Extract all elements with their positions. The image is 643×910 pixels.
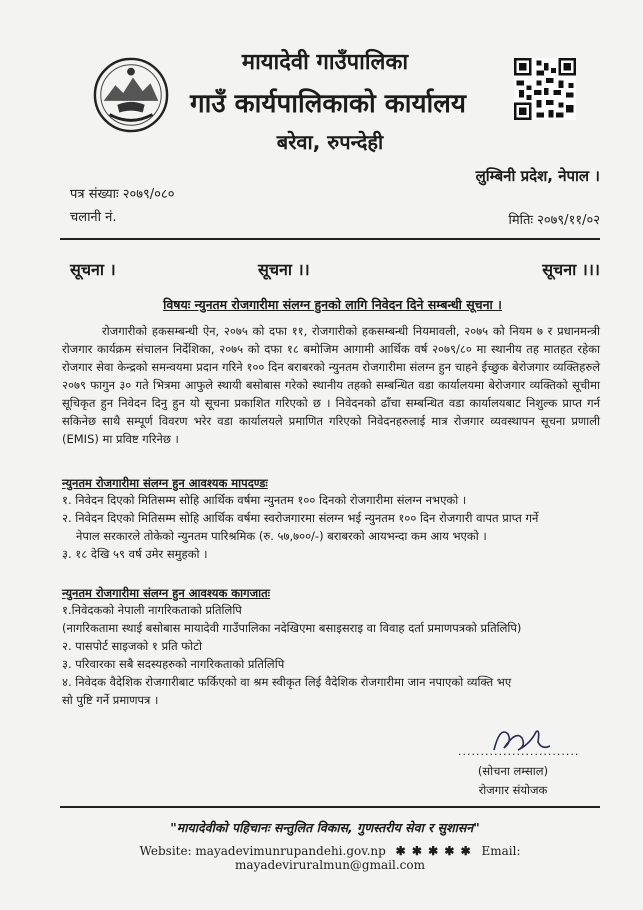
list-item: (नागरिकतामा स्थाई बसोबास मायादेवी गाउँपालिका नदेखिएमा बसाइसराइ वा विवाह दर्ता प्रमाणपत्रको प्रतिलिपि) [62,621,522,635]
subject-line: विषयः न्युनतम रोजगारीमा संलग्न हुनको लागि निवेदन दिने सम्बन्धी सूचना । [163,297,502,312]
email-text: Email: mayadeviruralmun@gmail.com [235,844,521,872]
letter-date: मितिः २०७९/११/०२ [508,213,600,228]
documents-list [62,601,602,709]
notice-heading-2: सूचना ।। [258,260,310,279]
list-item: १.निवेदकको नेपाली नागरिकताको प्रतिलिपि [62,603,242,617]
website-text: Website: mayadevimunrupandehi.gov.np [139,844,386,858]
list-item: २. पासपोर्ट साइजको १ प्रति फोटो [62,639,202,653]
municipality-name: मायादेवी गाउँपालिका [241,50,409,75]
list-item: ३. परिवारका सबै सदस्यहरुको नागरिकताको प्रतिलिपि [62,657,285,671]
dispatch-number: चलानी नं. [70,210,117,225]
notice-heading-1: सूचना । [70,260,116,279]
list-item: ४. निवेदक वैदेशिक रोजगारीबाट फर्किएको वा श्रम स्वीकृत लिई वैदेशिक रोजगारीमा जान नपाएको व्यक्ति भए सो पुष्टि गर्ने प्रमाणपत्र । [62,675,512,707]
documents-section [62,586,602,709]
office-location: बरेवा, रुपन्देही [276,130,384,154]
criteria-title: न्युनतम रोजगारीमा संलग्न हुन आवश्यक मापदण्डः [62,476,268,490]
qr-code-icon [514,58,576,120]
province-label: लुम्बिनी प्रदेश, नेपाल । [475,167,600,185]
list-item: १. निवेदन दिएको मितिसम्म सोहि आर्थिक वर्षमा न्युनतम १०० दिनको रोजगारीमा संलग्न नभएको । [62,493,467,507]
office-name: गाउँ कार्यपालिकाको कार्यालय [190,89,466,119]
signatory-title: रोजगार संयोजक [478,783,548,797]
list-item: ३. १८ देखि ५९ वर्ष उमेर समुहको । [62,547,208,561]
list-item: २. निवेदन दिएको मितिसम्म सोहि आर्थिक वर्षमा स्वरोजगारमा संलग्न भई न्युनतम १०० दिन रोजगारी वापत प्राप्त गर्ने नेपाल सरकारले तोकेको न्युनतम पारिश्रमिक (रु. ५७,७००/-) बराबरको आयभन्दा कम आय भएको । [62,511,539,543]
slogan: "मायादेवीको पहिचानः सन्तुलित विकास, गुणस्तरीय सेवा र सुशासन" [170,820,480,835]
contact-footer [60,844,600,872]
nepal-emblem-icon [92,56,170,134]
criteria-list [62,491,602,563]
stars-separator: ✱ ✱ ✱ ✱ ✱ [395,844,472,858]
signature-line: ........................... [458,745,580,758]
letter-number: पत्र संख्याः २०७९/०८० [70,187,175,202]
notice-body: रोजगारीको हकसम्बन्धी ऐन, २०७५ को दफा ११, रोजगारीको हकसम्बन्धी नियमावली, २०७५ को नियम ७ र प्रधानमन्त्री रोजगार कार्यक्रम संचालन निर्देशिका, २०७५ को दफा १८ बमोजिम आगामी आर्थिक वर्ष २०७९/८० मा स्थानीय तह मातहत रहेका रोजगार सेवा केन्द्रको समन्वयमा प्रदान गरिने १०० दिन बराबरको न्युनतम रोजगारीमा संलग्न हुन चाहने ईच्छुक बेरोजगार व्यक्तिहरुले २०७९ फागुन ३० गते भित्रमा आफुले स्थायी बसोबास गरेको स्थानीय तहको सम्बन्धित वडा कार्यालयमा बेरोजगार व्यक्तिको सूचीमा सूचिकृत हुन निवेदन दिनु हुन यो सूचना प्रकाशित गरिएको छ । निवेदनको ढाँचा सम्बन्धित वडा कार्यालयबाट निशुल्क प्राप्त गर्न सकिनेछ साथै सम्पूर्ण विवरण भरेर वडा कार्यालयले प्रमाणित गरिएको निवेदनहरुलाई मात्र रोजगार व्यवस्थापन सूचना प्रणाली (EMIS) मा प्रविष्ट गरिनेछ । [62,324,600,446]
footer-divider [60,806,600,808]
signatory-name: (सोचना लम्साल) [477,764,549,778]
header-divider [60,238,600,240]
notice-heading-3: सूचना ।।। [542,260,600,279]
criteria-section [62,476,602,563]
documents-title: न्युनतम रोजगारीमा संलग्न हुन आवश्यक कागजातः [62,586,270,600]
